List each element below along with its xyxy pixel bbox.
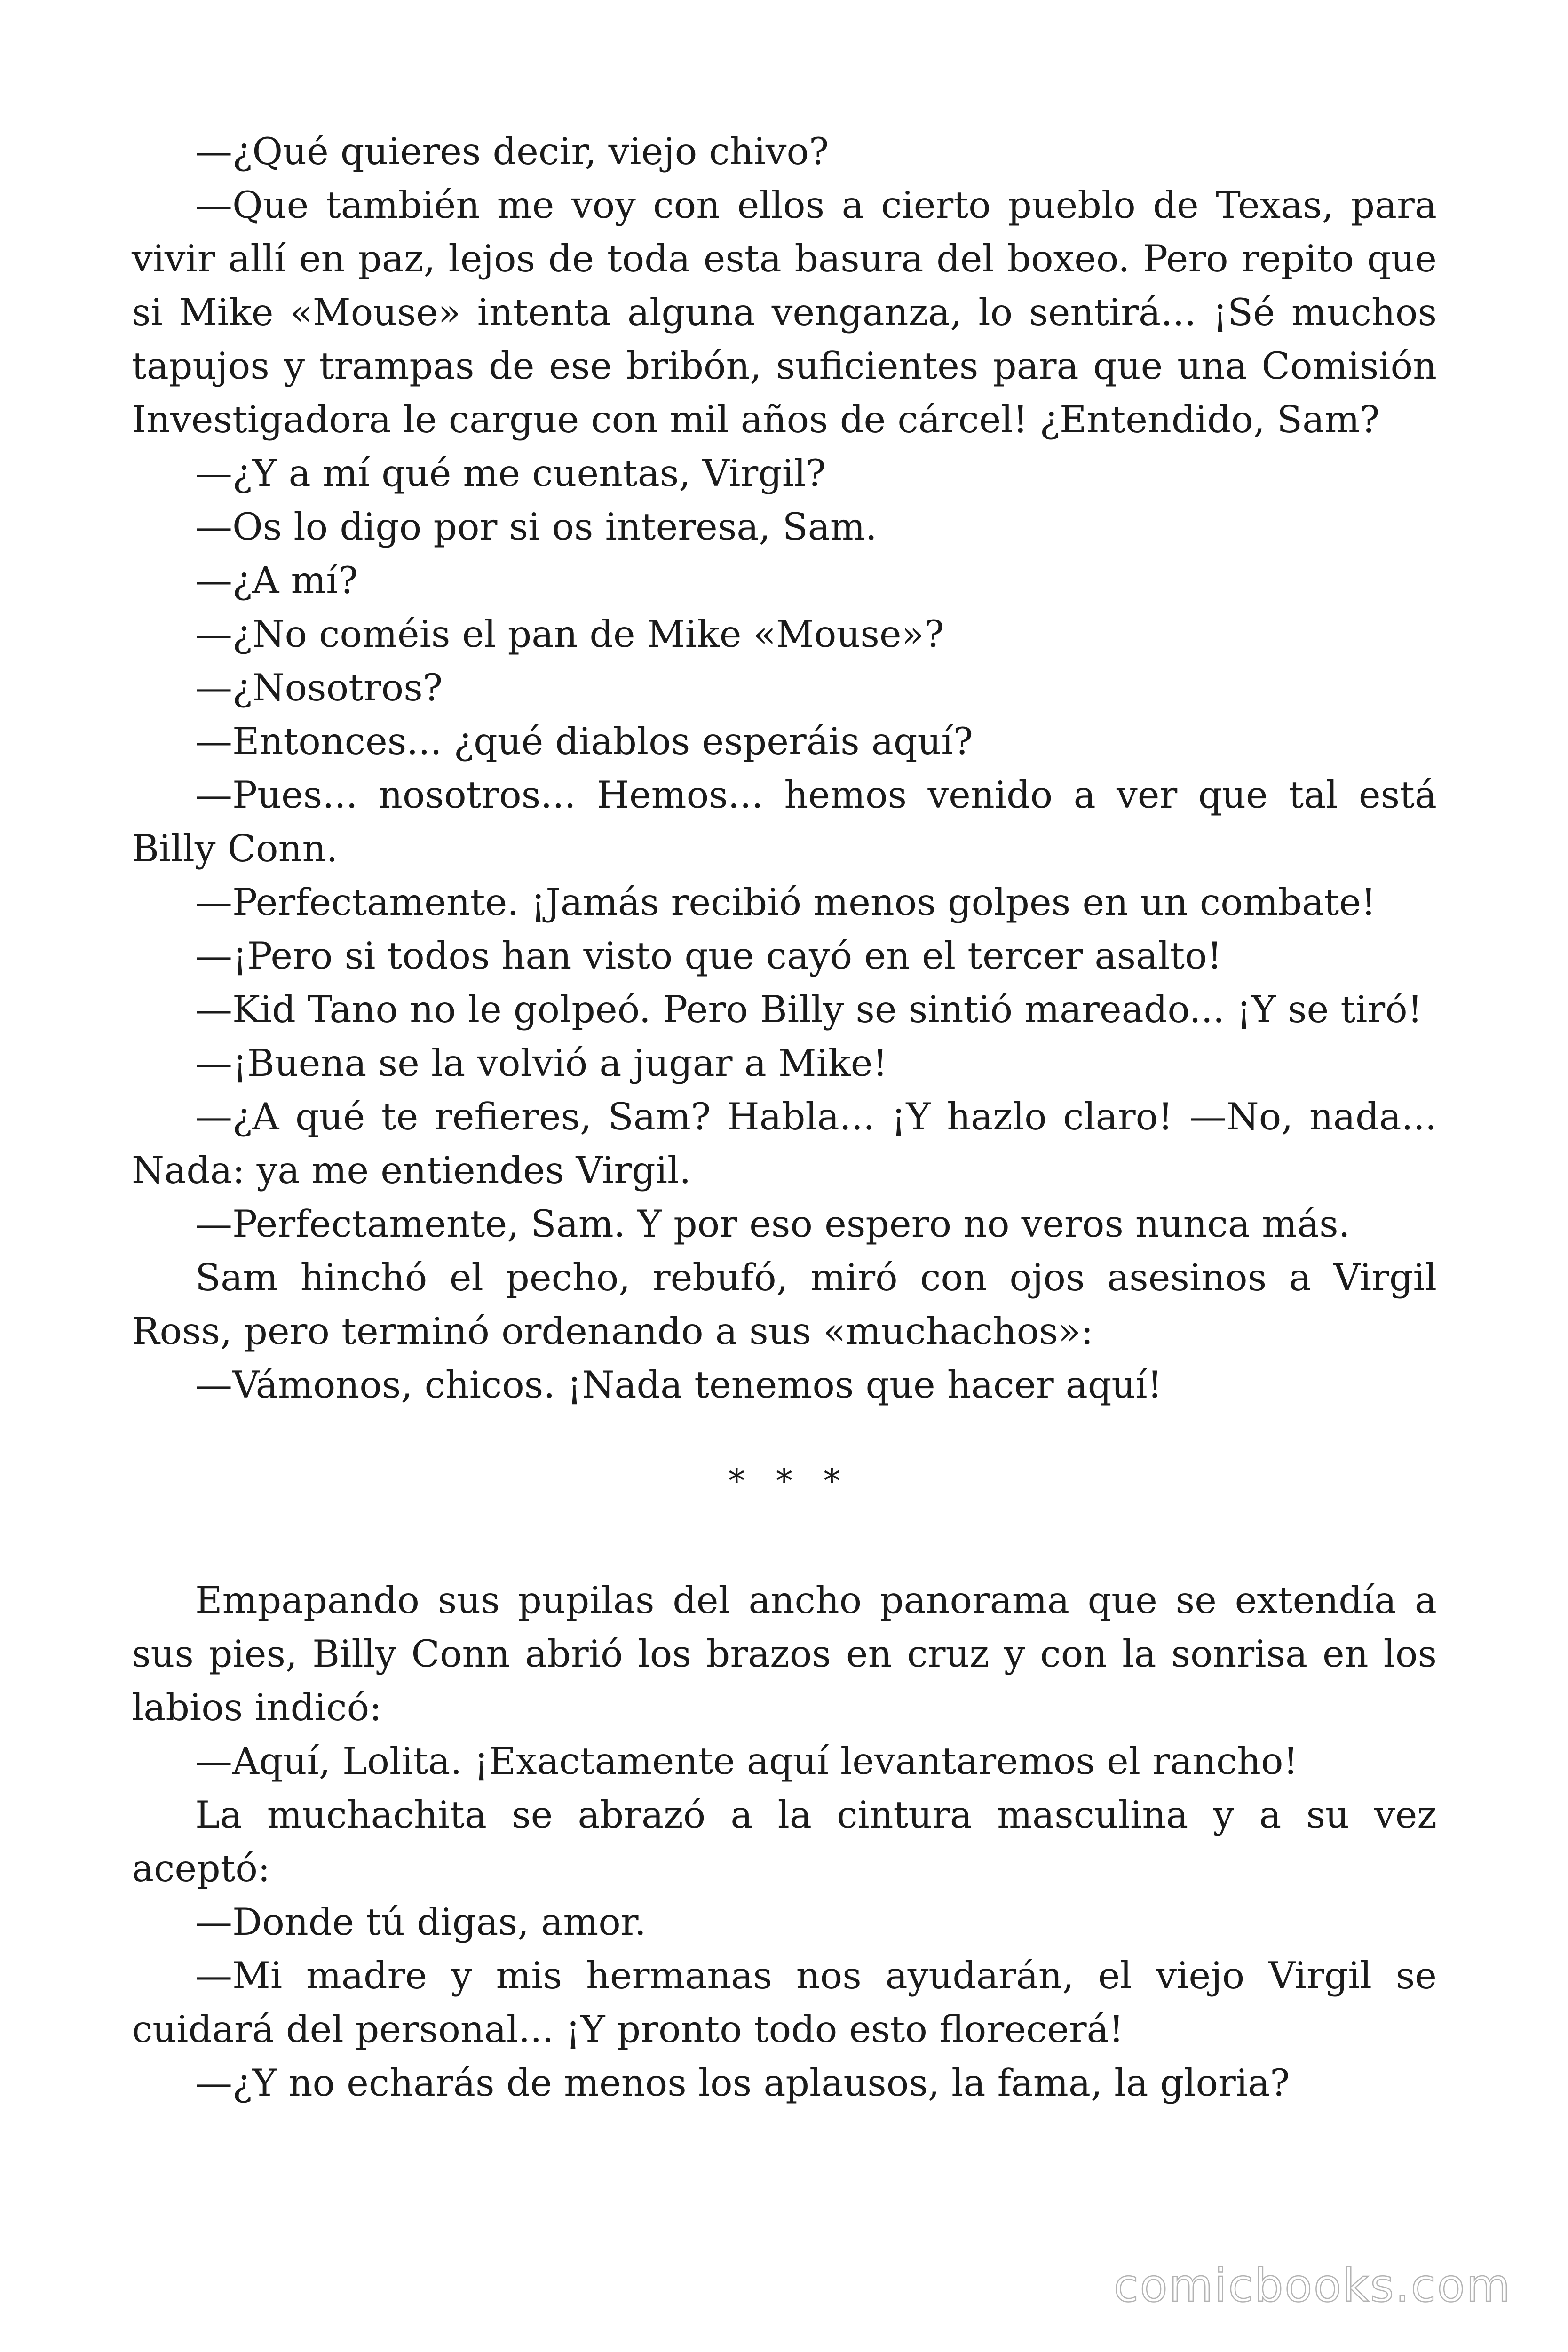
paragraph: —Perfectamente. ¡Jamás recibió menos golpes en un combate! [195,881,1376,924]
paragraph: —Entonces... ¿qué diablos esperáis aquí? [195,720,973,763]
section-divider: * * * [728,1462,851,1500]
paragraph: Empapando sus pupilas del ancho panorama que se extendía a sus pies, Billy Conn abrió los brazos en cruz y con la sonrisa en los labios indicó: [132,1579,1437,1729]
paragraph: —Que también me voy con ellos a cierto pueblo de Texas, para vivir allí en paz, lejos de toda esta basura del boxeo. Pero repito que si Mike «Mouse» intenta alguna venganza, lo sentirá... ¡Sé muchos tapujos y trampas de ese bribón, suficientes para que una Comisión Investigadora le cargue con mil años de cárcel! ¿Entendido, Sam? [132,183,1437,441]
watermark: comicbooks.com [1113,2259,1512,2312]
paragraph: —¡Pero si todos han visto que cayó en el tercer asalto! [195,934,1222,977]
paragraph: —¿Y no echarás de menos los aplausos, la fama, la gloria? [195,2061,1290,2105]
paragraph: —Aquí, Lolita. ¡Exactamente aquí levantaremos el rancho! [195,1740,1299,1783]
book-page-text [132,125,1437,2110]
paragraph: —Donde tú digas, amor. [195,1900,646,1944]
paragraph: —Os lo digo por si os interesa, Sam. [195,505,877,548]
paragraph: —Mi madre y mis hermanas nos ayudarán, el viejo Virgil se cuidará del personal... ¡Y pronto todo esto florecerá! [132,1954,1437,2051]
paragraph: —Kid Tano no le golpeó. Pero Billy se sintió mareado... ¡Y se tiró! [195,988,1423,1031]
paragraph: —¿No coméis el pan de Mike «Mouse»? [195,612,944,656]
paragraph: —Pues... nosotros... Hemos... hemos venido a ver que tal está Billy Conn. [132,773,1437,870]
paragraph: La muchachita se abrazó a la cintura masculina y a su vez aceptó: [132,1793,1437,1890]
paragraph: Sam hinchó el pecho, rebufó, miró con ojos asesinos a Virgil Ross, pero terminó ordenando a sus «muchachos»: [132,1256,1437,1353]
paragraph: —¿A mí? [195,559,358,602]
paragraph: —Perfectamente, Sam. Y por eso espero no veros nunca más. [195,1202,1350,1246]
paragraph: —¿Nosotros? [195,666,443,709]
paragraph: —¿A qué te refieres, Sam? Habla... ¡Y hazlo claro! —No, nada... Nada: ya me entiendes Virgil. [132,1095,1437,1192]
paragraph: —¡Buena se la volvió a jugar a Mike! [195,1041,888,1085]
paragraph: —¿Y a mí qué me cuentas, Virgil? [195,452,826,495]
paragraph: —¿Qué quieres decir, viejo chivo? [195,130,829,173]
paragraph: —Vámonos, chicos. ¡Nada tenemos que hacer aquí! [195,1363,1163,1406]
